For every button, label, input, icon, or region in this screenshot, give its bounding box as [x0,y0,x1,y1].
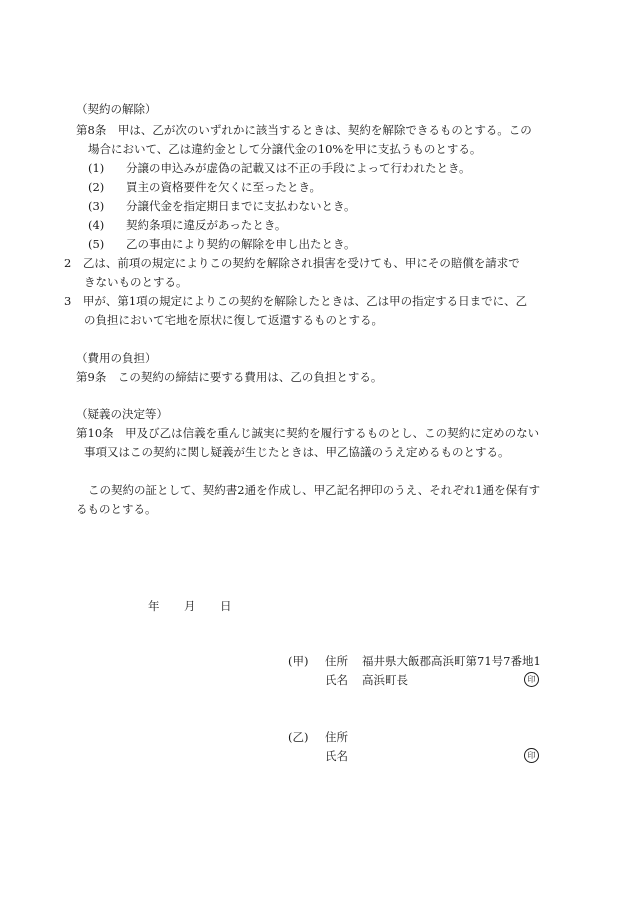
party-a-name-label: 氏名 [325,673,348,687]
item-text: 契約条項に違反があったとき。 [126,218,287,232]
item-text: 分譲代金を指定期日までに支払わないとき。 [126,199,356,213]
party-a-name: 高浜町長 [362,673,408,687]
article8-item-5 [88,235,356,253]
article8-para3-line1: 3 甲が、第1項の規定によりこの契約を解除したときは、乙は甲の指定する日までに、乙 [64,294,528,308]
party-a-seal-mark: 印 [524,672,539,687]
article9-line1: 第9条 この契約の締結に要する費用は、乙の負担とする。 [76,370,383,384]
item-text: 買主の資格要件を欠くに至ったとき。 [126,180,322,194]
party-b-address-label: 住所 [325,730,348,744]
date-year: 年 [148,599,160,613]
party-b-role: (乙) [288,730,309,744]
article8-para2-line2: きないものとする。 [84,275,188,289]
article8-item-1 [88,159,471,177]
item-number: (5) [88,237,105,251]
party-a-address: 福井県大飯郡高浜町第71号7番地1 [362,654,541,668]
article8-para3-line2: の負担において宅地を原状に復して返還するものとする。 [84,313,383,327]
item-text: 分譲の申込みが虚偽の記載又は不正の手段によって行われたとき。 [126,161,471,175]
party-a-address-label: 住所 [325,654,348,668]
party-b-seal-mark: 印 [524,748,539,763]
article10-line1: 第10条 甲及び乙は信義を重んじ誠実に契約を履行するものとし、この契約に定めのない [76,426,540,440]
closing-line2: るものとする。 [76,502,157,516]
closing-line1: この契約の証として、契約書2通を作成し、甲乙記名押印のうえ、それぞれ1通を保有す [88,483,541,497]
item-number: (3) [88,199,105,213]
article8-line2: 場合において、乙は違約金として分譲代金の10%を甲に支払うものとする。 [88,142,482,156]
article8-para2-line1: 2 乙は、前項の規定によりこの契約を解除され損害を受けても、甲にその賠償を請求で [64,256,520,270]
article8-item-4 [88,216,286,234]
article9-heading: （費用の負担） [76,351,157,365]
article8-item-3 [88,197,356,215]
party-a-role: (甲) [288,654,309,668]
article8-item-2 [88,178,321,196]
party-b-name-label: 氏名 [325,749,348,763]
item-number: (1) [88,161,105,175]
item-text: 乙の事由により契約の解除を申し出たとき。 [126,237,356,251]
article8-line1: 第8条 甲は、乙が次のいずれかに該当するときは、契約を解除できるものとする。この [76,123,532,137]
date-day: 日 [220,599,232,613]
article10-heading: （疑義の決定等） [76,407,168,421]
item-number: (2) [88,180,105,194]
article8-heading: （契約の解除） [76,102,157,116]
date-month: 月 [184,599,196,613]
article10-line2: 事項又はこの契約に関し疑義が生じたときは、甲乙協議のうえ定めるものとする。 [84,445,510,459]
item-number: (4) [88,218,105,232]
